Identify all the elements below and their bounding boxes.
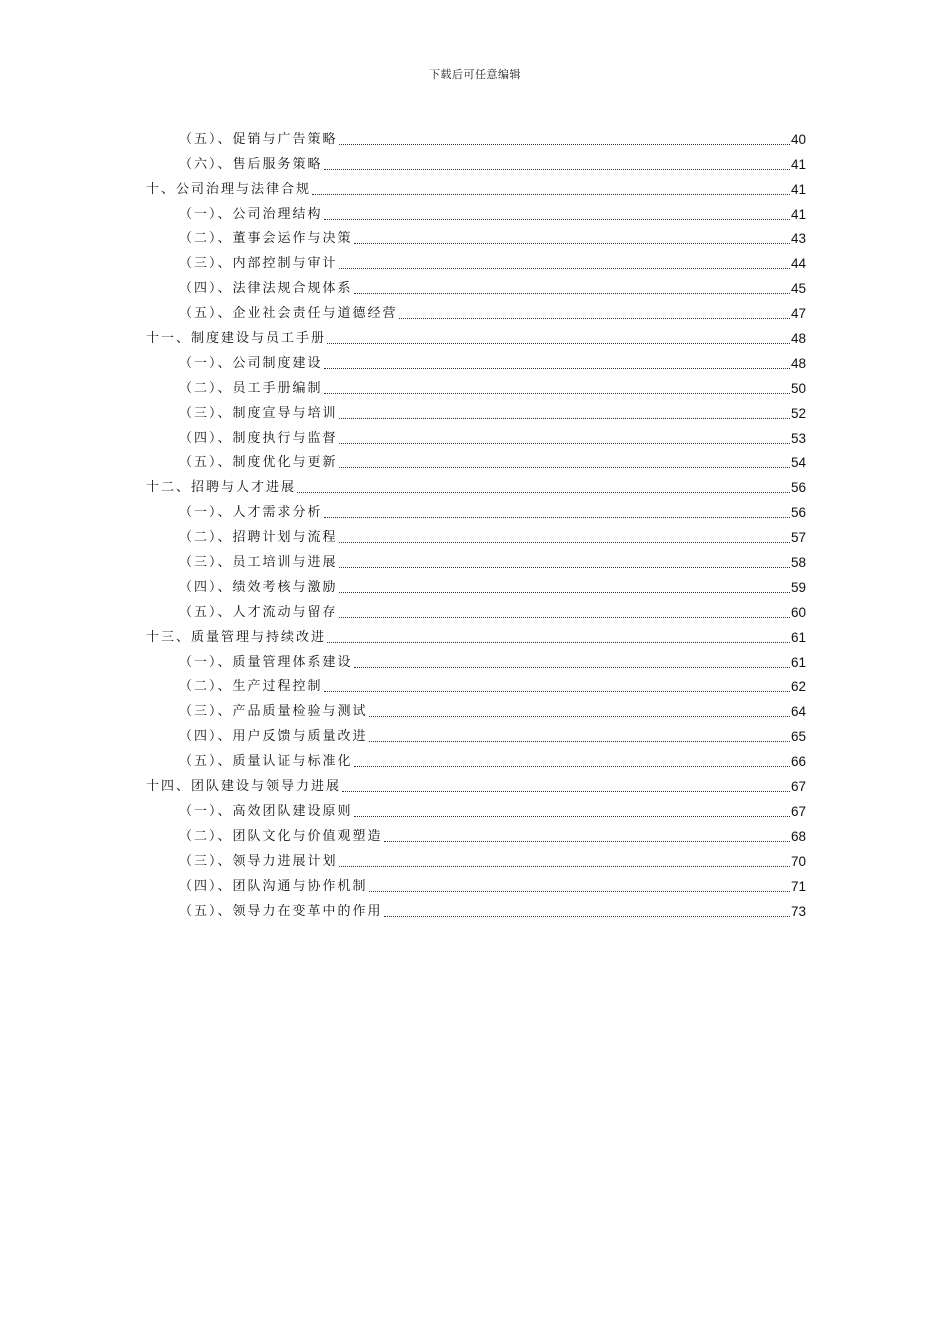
toc-dot-leader <box>369 716 790 717</box>
toc-dot-leader <box>339 542 790 543</box>
toc-chapter-entry[interactable] <box>146 773 806 798</box>
toc-entry-title: （五）、质量认证与标准化 <box>179 754 353 770</box>
toc-entry-title: （一）、高效团队建设原则 <box>179 803 353 819</box>
toc-dot-leader <box>354 243 790 244</box>
toc-entry-title: 十一、制度建设与员工手册 <box>146 331 327 347</box>
toc-section-entry[interactable] <box>146 574 806 599</box>
toc-entry-page-number: 40 <box>790 131 806 147</box>
toc-chapter-entry[interactable] <box>146 624 806 649</box>
toc-entry-title: （一）、质量管理体系建设 <box>179 654 353 670</box>
toc-section-entry[interactable] <box>146 250 806 275</box>
toc-entry-page-number: 73 <box>790 903 806 919</box>
toc-entry-title: （四）、制度执行与监督 <box>179 430 338 446</box>
toc-dot-leader <box>339 617 790 618</box>
toc-dot-leader <box>324 169 790 170</box>
toc-entry-title: 十二、招聘与人才进展 <box>146 480 297 496</box>
toc-dot-leader <box>354 667 790 668</box>
toc-entry-page-number: 41 <box>790 206 806 222</box>
toc-dot-leader <box>399 318 790 319</box>
toc-entry-title: （五）、制度优化与更新 <box>179 455 338 471</box>
toc-dot-leader <box>369 741 790 742</box>
toc-entry-page-number: 45 <box>790 281 806 297</box>
toc-section-entry[interactable] <box>146 848 806 873</box>
toc-entry-page-number: 58 <box>790 555 806 571</box>
toc-dot-leader <box>324 517 790 518</box>
toc-entry-title: （二）、团队文化与价值观塑造 <box>179 828 383 844</box>
toc-entry-page-number: 48 <box>790 331 806 347</box>
toc-entry-title: （五）、领导力在变革中的作用 <box>179 903 383 919</box>
toc-dot-leader <box>327 343 790 344</box>
toc-dot-leader <box>369 891 790 892</box>
toc-entry-title: 十四、团队建设与领导力进展 <box>146 779 342 795</box>
toc-entry-page-number: 67 <box>790 779 806 795</box>
toc-chapter-entry[interactable] <box>146 325 806 350</box>
toc-dot-leader <box>339 418 790 419</box>
toc-entry-title: （三）、员工培训与进展 <box>179 555 338 571</box>
toc-dot-leader <box>354 293 790 294</box>
toc-entry-page-number: 57 <box>790 530 806 546</box>
toc-entry-page-number: 53 <box>790 430 806 446</box>
toc-dot-leader <box>339 567 790 568</box>
toc-entry-title: （一）、人才需求分析 <box>179 505 323 521</box>
toc-chapter-entry[interactable] <box>146 176 806 201</box>
toc-entry-page-number: 47 <box>790 306 806 322</box>
toc-section-entry[interactable] <box>146 226 806 251</box>
toc-entry-page-number: 62 <box>790 679 806 695</box>
toc-entry-title: （三）、制度宣导与培训 <box>179 405 338 421</box>
toc-section-entry[interactable] <box>146 674 806 699</box>
toc-entry-page-number: 61 <box>790 654 806 670</box>
page-header: 下载后可任意编辑 <box>429 68 521 81</box>
toc-entry-page-number: 65 <box>790 729 806 745</box>
toc-dot-leader <box>312 194 790 195</box>
toc-section-entry[interactable] <box>146 823 806 848</box>
toc-dot-leader <box>339 268 790 269</box>
toc-dot-leader <box>327 642 790 643</box>
toc-dot-leader <box>384 916 790 917</box>
toc-section-entry[interactable] <box>146 599 806 624</box>
toc-entry-page-number: 50 <box>790 380 806 396</box>
toc-dot-leader <box>354 816 790 817</box>
toc-entry-page-number: 41 <box>790 156 806 172</box>
toc-section-entry[interactable] <box>146 275 806 300</box>
table-of-contents <box>146 126 806 923</box>
toc-section-entry[interactable] <box>146 151 806 176</box>
toc-entry-title: （一）、公司治理结构 <box>179 206 323 222</box>
toc-entry-title: （四）、绩效考核与激励 <box>179 579 338 595</box>
toc-section-entry[interactable] <box>146 425 806 450</box>
toc-dot-leader <box>324 393 790 394</box>
toc-entry-page-number: 52 <box>790 405 806 421</box>
toc-entry-title: （一）、公司制度建设 <box>179 355 323 371</box>
toc-dot-leader <box>339 467 790 468</box>
toc-entry-page-number: 61 <box>790 629 806 645</box>
toc-entry-title: （三）、领导力进展计划 <box>179 853 338 869</box>
toc-chapter-entry[interactable] <box>146 474 806 499</box>
toc-section-entry[interactable] <box>146 126 806 151</box>
toc-entry-page-number: 56 <box>790 480 806 496</box>
toc-entry-page-number: 71 <box>790 878 806 894</box>
toc-dot-leader <box>339 144 790 145</box>
toc-entry-title: （四）、团队沟通与协作机制 <box>179 878 368 894</box>
toc-dot-leader <box>339 866 790 867</box>
toc-entry-page-number: 48 <box>790 355 806 371</box>
toc-entry-title: 十、公司治理与法律合规 <box>146 181 312 197</box>
toc-entry-page-number: 59 <box>790 579 806 595</box>
toc-dot-leader <box>354 766 790 767</box>
toc-section-entry[interactable] <box>146 350 806 375</box>
toc-entry-page-number: 67 <box>790 803 806 819</box>
toc-entry-page-number: 70 <box>790 853 806 869</box>
toc-entry-page-number: 60 <box>790 604 806 620</box>
toc-entry-title: （二）、董事会运作与决策 <box>179 231 353 247</box>
toc-section-entry[interactable] <box>146 201 806 226</box>
toc-entry-page-number: 43 <box>790 231 806 247</box>
toc-section-entry[interactable] <box>146 873 806 898</box>
toc-section-entry[interactable] <box>146 649 806 674</box>
toc-dot-leader <box>324 691 790 692</box>
toc-dot-leader <box>342 791 790 792</box>
toc-entry-page-number: 44 <box>790 256 806 272</box>
toc-dot-leader <box>324 368 790 369</box>
toc-section-entry[interactable] <box>146 723 806 748</box>
toc-entry-page-number: 56 <box>790 505 806 521</box>
toc-entry-page-number: 68 <box>790 828 806 844</box>
toc-entry-page-number: 64 <box>790 704 806 720</box>
toc-section-entry[interactable] <box>146 375 806 400</box>
toc-section-entry[interactable] <box>146 698 806 723</box>
toc-section-entry[interactable] <box>146 898 806 923</box>
toc-dot-leader <box>339 443 790 444</box>
toc-dot-leader <box>324 219 790 220</box>
toc-dot-leader <box>339 592 790 593</box>
toc-entry-title: （五）、企业社会责任与道德经营 <box>179 306 398 322</box>
toc-entry-title: （二）、招聘计划与流程 <box>179 530 338 546</box>
toc-entry-title: （四）、用户反馈与质量改进 <box>179 729 368 745</box>
toc-section-entry[interactable] <box>146 549 806 574</box>
toc-entry-page-number: 66 <box>790 754 806 770</box>
toc-section-entry[interactable] <box>146 499 806 524</box>
toc-section-entry[interactable] <box>146 400 806 425</box>
toc-entry-title: （二）、员工手册编制 <box>179 380 323 396</box>
toc-entry-title: （五）、人才流动与留存 <box>179 604 338 620</box>
toc-entry-title: 十三、质量管理与持续改进 <box>146 629 327 645</box>
toc-section-entry[interactable] <box>146 748 806 773</box>
toc-section-entry[interactable] <box>146 300 806 325</box>
toc-entry-title: （五）、促销与广告策略 <box>179 131 338 147</box>
toc-entry-title: （三）、内部控制与审计 <box>179 256 338 272</box>
toc-entry-title: （六）、售后服务策略 <box>179 156 323 172</box>
toc-entry-title: （三）、产品质量检验与测试 <box>179 704 368 720</box>
toc-section-entry[interactable] <box>146 798 806 823</box>
toc-entry-page-number: 41 <box>790 181 806 197</box>
toc-section-entry[interactable] <box>146 450 806 475</box>
toc-entry-title: （四）、法律法规合规体系 <box>179 281 353 297</box>
toc-dot-leader <box>297 492 790 493</box>
toc-entry-title: （二）、生产过程控制 <box>179 679 323 695</box>
toc-dot-leader <box>384 841 790 842</box>
toc-entry-page-number: 54 <box>790 455 806 471</box>
toc-section-entry[interactable] <box>146 524 806 549</box>
